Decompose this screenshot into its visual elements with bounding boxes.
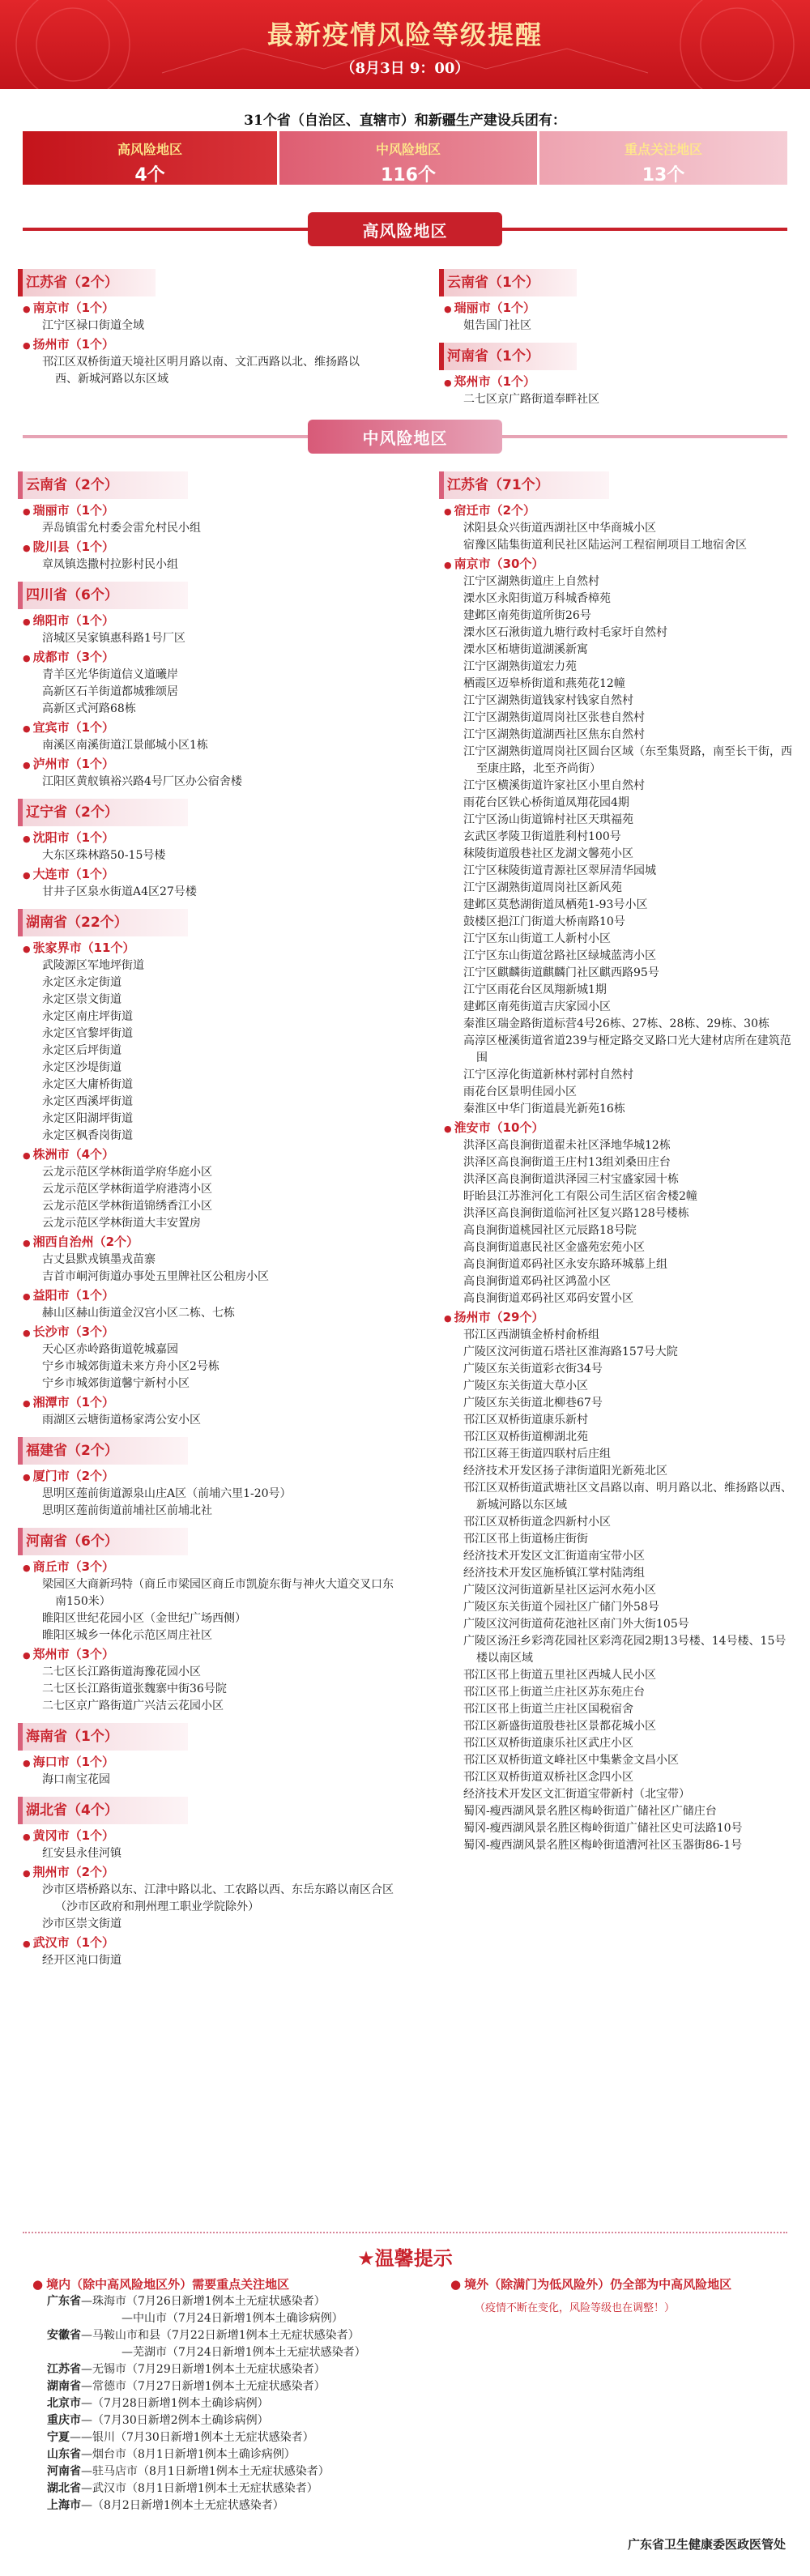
section-title-mid: 中风险地区 [308, 420, 502, 454]
area-item: 古丈县默戎镇墨戎苗寨 [42, 1253, 156, 1266]
province-header: 辽宁省（2个） [18, 799, 188, 826]
city-name: ● 郑州市（3个） [23, 1646, 403, 1664]
area-item: 沙市区崇文街道 [42, 1917, 122, 1930]
city-name: ● 株洲市（4个） [23, 1146, 403, 1164]
area-item: 武陵源区军地坪街道 [42, 959, 144, 972]
area-item: 江宁区雨花台区凤翔新城1期 [463, 983, 607, 996]
city-name: ● 沈阳市（1个） [23, 830, 403, 847]
area-item: 永定区南庄坪街道 [42, 1010, 133, 1023]
area-item: 江宁区麒麟街道麒麟门社区麒西路95号 [463, 966, 659, 979]
mid-risk-right-column [444, 467, 792, 1854]
area-item: 邗江区新盛街道殷巷社区景都花城小区 [463, 1720, 656, 1733]
tips-abroad [450, 2276, 791, 2317]
area-item: 秣陵街道殷巷社区龙湖文馨苑小区 [463, 847, 633, 860]
tips-item [32, 2446, 454, 2463]
area-item: 建邺区南苑街道吉庆家园小区 [463, 1000, 611, 1013]
tips-item [32, 2361, 454, 2378]
area-item: 经济技术开发区扬子津街道阳光新苑北区 [463, 1465, 667, 1478]
province-header: 福建省（2个） [18, 1437, 188, 1465]
province-header: 云南省（1个） [439, 269, 577, 296]
city-name: ● 张家界市（11个） [23, 940, 403, 957]
area-item: 溧水区柘塘街道湖溪新寓 [463, 643, 588, 656]
tips-divider [23, 2232, 787, 2233]
area-item: 天心区赤岭路街道乾城嘉园 [42, 1343, 178, 1356]
area-item: 洪泽区高良涧街道翟未社区泽地华城12栋 [463, 1139, 671, 1152]
area-item: 云龙示范区学林街道锦绣香江小区 [42, 1200, 212, 1213]
area-item: 二七区长江路街道海豫花园小区 [42, 1665, 201, 1678]
city-name: ● 瑞丽市（1个） [23, 502, 403, 520]
area-item: 广陵区东关街道北柳巷67号 [463, 1397, 603, 1410]
province-header: 江苏省（2个） [18, 269, 156, 296]
city-name: ● 成都市（3个） [23, 649, 403, 667]
tips-domestic-title-text: 境内（除中高风险地区外）需要重点关注地区 [46, 2277, 290, 2292]
area-item: 秦淮区瑞金路街道标营4号26栋、27栋、28栋、29栋、30栋 [463, 1017, 770, 1030]
area-item: 雨湖区云塘街道杨家湾公安小区 [42, 1414, 201, 1427]
area-item: 云龙示范区学林街道大丰安置房 [42, 1217, 201, 1230]
header-banner [0, 0, 810, 89]
tips-item [32, 2412, 454, 2429]
tips-detail: —（7月28日新增1例本土确诊病例） [81, 2397, 269, 2410]
area-item: 广陵区东关街道彩衣街34号 [463, 1363, 603, 1375]
area-item: 广陵区汶河街道荷花池社区南门外大街105号 [463, 1618, 689, 1631]
area-item: 思明区莲前街道前埔社区前埔北社 [42, 1504, 212, 1517]
city-name: ● 湘西自治州（2个） [23, 1234, 403, 1252]
area-item: 洪泽区高良涧街道洪泽园三村宝盛家园十栋 [463, 1173, 679, 1186]
area-item: 雨花台区景明佳园小区 [463, 1085, 577, 1098]
tips-item [32, 2378, 454, 2395]
tips-item [32, 2293, 454, 2310]
city-name: ● 南京市（30个） [444, 556, 792, 574]
area-item: 章凤镇迭撒村拉影村民小组 [42, 558, 178, 571]
area-item: 涪城区吴家镇惠科路1号厂区 [42, 632, 185, 645]
tips-item [32, 2463, 454, 2480]
tips-detail: —芜湖市（7月24日新增1例本土无症状感染者） [122, 2346, 366, 2359]
tips-province: 安徽省 [47, 2329, 81, 2342]
area-item: 江宁区湖熟街道宏力苑 [463, 660, 577, 673]
area-item: 永定区永定街道 [42, 976, 122, 989]
area-item: 高新区式河路68栋 [42, 702, 136, 715]
province-header: 云南省（2个） [18, 471, 188, 499]
tips-item [32, 2480, 454, 2497]
tips-item [32, 2344, 454, 2361]
city-name: ● 扬州市（1个） [23, 336, 379, 354]
section-title-high: 高风险地区 [308, 212, 502, 246]
area-item: 江宁区东山街道工人新村小区 [463, 932, 611, 945]
tips-item [32, 2327, 454, 2344]
tips-province: 湖南省 [47, 2380, 81, 2393]
high-risk-left-column [23, 264, 379, 388]
province-header: 江苏省（71个） [439, 471, 609, 499]
area-item: 永定区官黎坪街道 [42, 1027, 133, 1040]
city-name: ● 厦门市（2个） [23, 1468, 403, 1486]
area-item: 二七区京广路街道广兴洁云花园小区 [42, 1700, 224, 1712]
area-item: 江宁区湖熟街道周岗社区圆台区域（东至集贤路，南至长干街，西至康庄路，北至齐尚街） [463, 745, 792, 775]
tips-province: 湖北省 [47, 2482, 81, 2495]
area-item: 永定区大庸桥街道 [42, 1078, 133, 1091]
area-item: 溧水区永阳街道万科城香樟苑 [463, 592, 611, 605]
area-item: 二七区京广路街道奉畔社区 [463, 393, 599, 406]
area-item: 高良涧街道邓码社区鸿盈小区 [463, 1275, 611, 1288]
area-item: 邗江区邗上街道杨庄街街 [463, 1533, 588, 1546]
tips-province: 江苏省 [47, 2363, 81, 2376]
area-item: 甘井子区泉水街道A4区27号楼 [42, 885, 197, 898]
city-name: ● 大连市（1个） [23, 866, 403, 884]
area-item: 永定区阳湖坪街道 [42, 1112, 133, 1125]
area-item: 高新区石羊街道都城雅颂居 [42, 685, 178, 698]
summary-line: 31个省（自治区、直辖市）和新疆生产建设兵团有： [244, 113, 566, 129]
tips-detail: —（7月30日新增2例本土确诊病例） [81, 2414, 269, 2427]
stat-label: 中风险地区 [375, 142, 441, 157]
city-name: ● 郑州市（1个） [444, 373, 787, 391]
area-item: 睢阳区城乡一体化示范区周庄社区 [42, 1629, 212, 1642]
area-item: 建邺区莫愁湖街道凤栖苑1-93号小区 [463, 898, 648, 911]
city-name: ● 淮安市（10个） [444, 1120, 792, 1137]
tips-province: 山东省 [47, 2448, 81, 2461]
city-name: ● 荆州市（2个） [23, 1864, 403, 1882]
city-name: ● 绵阳市（1个） [23, 612, 403, 630]
tips-province: 广东省 [47, 2295, 81, 2308]
area-item: 江宁区湖熟街道庄上自然村 [463, 575, 599, 588]
area-item: 广陵区汤汪乡彩湾花园社区彩湾花园2期13号楼、14号楼、15号楼以南区域 [463, 1635, 787, 1665]
area-item: 雨花台区铁心桥街道凤翔花园4期 [463, 796, 629, 809]
tips-detail: —珠海市（7月26日新增1例本土无症状感染者） [81, 2295, 326, 2308]
tips-detail: —武汉市（8月1日新增1例本土无症状感染者） [81, 2482, 318, 2495]
tips-domestic-list [32, 2293, 454, 2514]
tips-province: 河南省 [47, 2465, 81, 2478]
area-item: 高良涧街道惠民社区金盛苑宏苑小区 [463, 1241, 645, 1254]
high-risk-right-column [444, 264, 787, 408]
tips-detail: —马鞍山市和县（7月22日新增1例本土无症状感染者） [81, 2329, 360, 2342]
area-item: 邗江区双桥街道天境社区明月路以南、文汇西路以北、维扬路以西、新城河路以东区域 [42, 356, 360, 386]
tips-domestic [32, 2276, 454, 2514]
mid-risk-left-column [23, 467, 403, 1969]
area-item: 邗江区双桥街道康乐新村 [463, 1414, 588, 1427]
bullet-icon: ● [450, 2277, 462, 2292]
area-item: 赫山区赫山街道金汉宫小区二栋、七栋 [42, 1307, 235, 1320]
area-item: 蜀冈-瘦西湖风景名胜区梅岭街道广储社区广储庄台 [463, 1805, 717, 1818]
area-item: 二七区长江路街道张魏寨中街36号院 [42, 1683, 227, 1695]
area-item: 弄岛镇雷允村委会雷允村民小组 [42, 522, 201, 535]
tips-detail: —常德市（7月27日新增1例本土无症状感染者） [81, 2380, 326, 2393]
area-item: 建邺区南苑街道所街26号 [463, 609, 591, 622]
area-item: 高良涧街道桃园社区元辰路18号院 [463, 1224, 637, 1237]
area-item: 邗江区蒋王街道四联村后庄组 [463, 1448, 611, 1461]
city-name: ● 宿迁市（2个） [444, 502, 792, 520]
area-item: 邗江区邗上街道五里社区西城人民小区 [463, 1669, 656, 1682]
area-item: 邗江区双桥街道双桥社区念四小区 [463, 1771, 633, 1784]
area-item: 栖霞区迈皋桥街道和燕苑花12幢 [463, 677, 625, 690]
area-item: 洪泽区高良涧街道王庄村13组刘桑田庄台 [463, 1156, 671, 1169]
tips-province: 上海市 [47, 2499, 81, 2512]
city-name: ● 扬州市（29个） [444, 1309, 792, 1327]
city-name: ● 武汉市（1个） [23, 1934, 403, 1952]
area-item: 江宁区湖熟街道钱家村钱家自然村 [463, 694, 633, 707]
area-item: 云龙示范区学林街道学府华庭小区 [42, 1166, 212, 1179]
tips-item [32, 2497, 454, 2514]
stat-mid-risk [279, 131, 537, 185]
area-item: 蜀冈-瘦西湖风景名胜区梅岭街道广储社区史可法路10号 [463, 1822, 743, 1835]
area-item: 经济技术开发区文汇街道宝带新村（北宝带） [463, 1788, 690, 1801]
area-item: 南溪区南溪街道江景邮城小区1栋 [42, 739, 208, 752]
area-item: 盱眙县江苏淮河化工有限公司生活区宿舍楼2幢 [463, 1190, 697, 1203]
area-item: 蜀冈-瘦西湖风景名胜区梅岭街道漕河社区玉器街86-1号 [463, 1839, 743, 1852]
area-item: 云龙示范区学林街道学府港湾小区 [42, 1183, 212, 1196]
tips-province: 重庆市 [47, 2414, 81, 2427]
tips-detail: —中山市（7月24日新增1例本土确诊病例） [122, 2312, 343, 2325]
tips-item [32, 2429, 454, 2446]
area-item: 永定区崇文街道 [42, 993, 122, 1006]
area-item: 江阳区黄舣镇裕兴路4号厂区办公宿舍楼 [42, 775, 242, 788]
page-date: （8月3日 9：00） [340, 60, 470, 77]
area-item: 江宁区禄口街道全域 [42, 319, 144, 332]
area-item: 秦淮区中华门街道晨光新苑16栋 [463, 1102, 625, 1115]
area-item: 江宁区湖熟街道周岗社区张巷自然村 [463, 711, 645, 724]
city-name: ● 黄冈市（1个） [23, 1828, 403, 1845]
area-item: 经济技术开发区施桥镇江掌村陆湾组 [463, 1567, 645, 1580]
area-item: 姐告国门社区 [463, 319, 531, 332]
province-header: 海南省（1个） [18, 1723, 188, 1751]
area-item: 鼓楼区挹江门街道大桥南路10号 [463, 915, 625, 928]
city-name: ● 陇川县（1个） [23, 539, 403, 557]
province-header: 湖南省（22个） [18, 909, 188, 936]
area-item: 江宁区湖熟街道周岗社区新风苑 [463, 881, 622, 894]
footer-source: 广东省卫生健康委医政医管处 [627, 2537, 786, 2552]
area-item: 江宁区秣陵街道青源社区翠屏清华园城 [463, 864, 656, 877]
tips-abroad-title [450, 2276, 791, 2293]
area-item: 溧水区石湫街道九塘行政村毛家圩自然村 [463, 626, 667, 639]
tips-abroad-title-text: 境外（除满门为低风险外）仍全部为中高风险地区 [464, 2277, 732, 2292]
province-header: 河南省（1个） [439, 343, 577, 370]
area-item: 青羊区光华街道信义道曦岸 [42, 668, 178, 681]
page-title: 最新疫情风险等级提醒 [266, 19, 543, 50]
area-item: 洪泽区高良涧街道临河社区复兴路128号楼栋 [463, 1207, 689, 1220]
stat-value: 13个 [642, 165, 685, 186]
area-item: 玄武区孝陵卫街道胜利村100号 [463, 830, 621, 843]
stat-label: 重点关注地区 [624, 142, 702, 157]
tips-province: 北京市 [47, 2397, 81, 2410]
stat-label: 高风险地区 [117, 142, 182, 157]
area-item: 邗江区双桥街道武塘社区文昌路以南、明月路以北、维扬路以西、新城河路以东区域 [463, 1482, 792, 1512]
area-item: 思明区莲前街道源泉山庄A区（前埔六里1-20号） [42, 1487, 292, 1500]
stat-value: 116个 [381, 165, 436, 186]
area-item: 邗江区双桥街道文峰社区中集紫金文昌小区 [463, 1754, 679, 1767]
area-item: 邗江区邗上街道兰庄社区苏东苑庄台 [463, 1686, 645, 1699]
area-item: 梁园区大商新玛特（商丘市梁园区商丘市凯旋东街与神火大道交叉口东南150米） [42, 1578, 394, 1608]
area-item: 宁乡市城郊街道未来方舟小区2号栋 [42, 1360, 220, 1373]
area-item: 吉首市峒河街道办事处五里牌社区公租房小区 [42, 1270, 269, 1283]
area-item: 海口南宝花园 [42, 1773, 110, 1786]
area-item: 宿豫区陆集街道利民社区陆运河工程宿闸项目工地宿舍区 [463, 539, 747, 552]
area-item: 邗江区双桥街道康乐社区武庄小区 [463, 1737, 633, 1750]
area-item: 红安县永佳河镇 [42, 1847, 122, 1860]
area-item: 广陵区东关街道大草小区 [463, 1380, 588, 1392]
area-item: 经济技术开发区文汇街道南宝带小区 [463, 1550, 645, 1563]
city-name: ● 长沙市（3个） [23, 1324, 403, 1341]
province-header: 河南省（6个） [18, 1528, 188, 1555]
tips-detail: —（8月2日新增1例本土无症状感染者） [81, 2499, 284, 2512]
area-item: 广陵区汶河街道石塔社区淮海路157号大院 [463, 1346, 678, 1358]
area-item: 永定区枫香岗街道 [42, 1129, 133, 1142]
area-item: 睢阳区世纪花园小区（金世纪广场西侧） [42, 1612, 246, 1625]
area-item: 永定区沙堤街道 [42, 1061, 122, 1074]
province-header: 四川省（6个） [18, 582, 188, 609]
city-name: ● 益阳市（1个） [23, 1287, 403, 1305]
city-name: ● 泸州市（1个） [23, 756, 403, 774]
stat-high-risk [23, 131, 277, 185]
city-name: ● 宜宾市（1个） [23, 719, 403, 737]
area-item: 邗江区双桥街道念四新村小区 [463, 1516, 611, 1529]
province-header: 湖北省（4个） [18, 1797, 188, 1824]
city-name: ● 湘潭市（1个） [23, 1394, 403, 1412]
area-item: 广陵区汶河街道新星社区运河水苑小区 [463, 1584, 656, 1597]
city-name: ● 商丘市（3个） [23, 1559, 403, 1576]
tips-detail: ——银川（7月30日新增1例本土无症状感染者） [70, 2431, 314, 2444]
area-item: 高良涧街道邓码社区邓码安置小区 [463, 1292, 633, 1305]
tips-detail: —无锡市（7月29日新增1例本土无症状感染者） [81, 2363, 326, 2376]
area-item: 沭阳县众兴街道西湖社区中华商城小区 [463, 522, 656, 535]
tips-domestic-title [32, 2276, 454, 2293]
tips-title: ★温馨提示 [357, 2247, 453, 2270]
area-item: 江宁区东山街道岔路社区绿城蓝湾小区 [463, 949, 656, 962]
area-item: 大东区珠林路50-15号楼 [42, 849, 166, 862]
tips-item [32, 2395, 454, 2412]
area-item: 高良涧街道邓码社区永安东路环城慕上组 [463, 1258, 667, 1271]
bullet-icon: ● [32, 2277, 44, 2292]
city-name: ● 瑞丽市（1个） [444, 300, 787, 318]
city-name: ● 南京市（1个） [23, 300, 379, 318]
area-item: 广陵区东关街道个园社区广储门外58号 [463, 1601, 659, 1614]
area-item: 永定区后坪街道 [42, 1044, 122, 1057]
tips-province: 宁夏 [47, 2431, 70, 2444]
tips-detail: —烟台市（8月1日新增1例本土确诊病例） [81, 2448, 296, 2461]
area-item: 江宁区汤山街道锦村社区天琪福苑 [463, 813, 633, 826]
tips-detail: —驻马店市（8月1日新增1例本土无症状感染者） [81, 2465, 330, 2478]
area-item: 江宁区淳化街道新林村郭村自然村 [463, 1068, 633, 1081]
area-item: 宁乡市城郊街道馨宁新村小区 [42, 1377, 190, 1390]
area-item: 高淳区桠溪街道省道239与桠定路交叉路口光大建材店所在建筑范围 [463, 1034, 791, 1064]
tips-item [32, 2310, 454, 2327]
area-item: 江宁区湖熟街道湖西社区焦东自然村 [463, 728, 645, 741]
area-item: 邗江区西湖镇金桥村俞桥组 [463, 1329, 599, 1341]
stat-value: 4个 [134, 165, 165, 186]
area-item: 邗江区邗上街道兰庄社区国税宿舍 [463, 1703, 633, 1716]
city-name: ● 海口市（1个） [23, 1754, 403, 1772]
area-item: 邗江区双桥街道柳湖北苑 [463, 1431, 588, 1444]
area-item: 江宁区横溪街道许家社区小里自然村 [463, 779, 645, 792]
stat-key-attention [539, 131, 787, 185]
area-item: 沙市区塔桥路以东、江津中路以北、工农路以西、东岳东路以南区合区（沙市区政府和荆州理工职业学院除外） [42, 1883, 394, 1913]
tips-note: （疫情不断在变化，风险等级也在调整！） [475, 2302, 676, 2314]
area-item: 经开区沌口街道 [42, 1954, 122, 1967]
area-item: 永定区西溪坪街道 [42, 1095, 133, 1108]
